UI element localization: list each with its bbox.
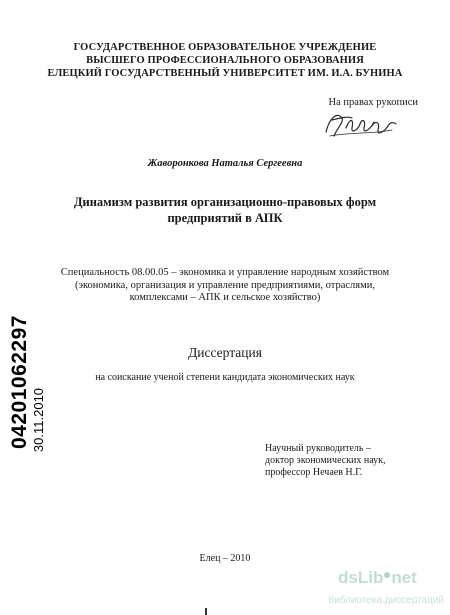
title-line: предприятий в АПК [167, 211, 283, 225]
watermark-caption: библиотека диссертаций [328, 595, 444, 606]
advisor-line: профессор Нечаев Н.Г. [265, 467, 363, 478]
advisor-line: Научный руководитель – [265, 443, 371, 454]
specialty-block [0, 267, 450, 305]
work-type: Диссертация [188, 345, 262, 360]
degree-purpose: на соискание ученой степени кандидата экономических наук [95, 372, 355, 383]
place-year: Елец – 2010 [199, 553, 251, 564]
registration-date-stamp: 30.11.2010 [31, 387, 46, 453]
dissertation-title [0, 194, 450, 226]
specialty-line: Специальность 08.00.05 – экономика и управление народным хозяйством [60, 267, 390, 278]
manuscript-rights-note: На правах рукописи [328, 97, 418, 108]
institution-line: ГОСУДАРСТВЕННОЕ ОБРАЗОВАТЕЛЬНОЕ УЧРЕЖДЕНИЕ [73, 42, 377, 53]
advisor-line: доктор экономических наук, [265, 455, 386, 466]
specialty-line: (экономика, организация и управление предприятиями, отраслями, [74, 279, 376, 291]
scan-edge-mark [205, 608, 207, 615]
scientific-advisor [265, 443, 386, 479]
watermark-dot-icon [384, 572, 390, 578]
watermark-logo-left: dsLib [338, 568, 384, 587]
author-signature [322, 108, 400, 142]
registration-number-stamp: 04201062297 [8, 315, 31, 449]
author-name: Жаворонкова Наталья Сергеевна [147, 158, 303, 169]
title-line: Динамизм развития организационно-правовых форм [73, 195, 377, 209]
specialty-line: комплексами – АПК и сельское хозяйство) [129, 292, 321, 303]
institution-line: ВЫСШЕГО ПРОФЕССИОНАЛЬНОГО ОБРАЗОВАНИЯ [86, 55, 364, 66]
institution-header [0, 41, 450, 80]
watermark-logo-right: net [391, 568, 417, 587]
dslib-watermark-logo [338, 568, 442, 588]
institution-line: ЕЛЕЦКИЙ ГОСУДАРСТВЕННЫЙ УНИВЕРСИТЕТ ИМ. И.А. БУНИНА [47, 68, 403, 79]
